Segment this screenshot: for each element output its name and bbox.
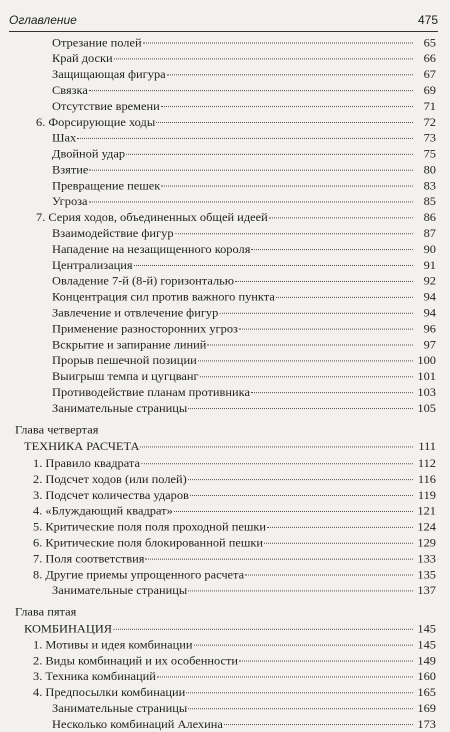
toc-page-number: 116 bbox=[417, 472, 436, 486]
toc-page-number: 100 bbox=[417, 353, 436, 367]
toc-entry-title: Прорыв пешечной позиции bbox=[52, 353, 197, 367]
toc-entry-title: Отсутствие времени bbox=[52, 99, 160, 113]
toc-page-number: 169 bbox=[417, 701, 436, 715]
toc-row bbox=[0, 147, 450, 161]
toc-entry-title: 6. Форсирующие ходы bbox=[36, 115, 156, 129]
toc-page-number: 173 bbox=[417, 717, 436, 731]
toc-page-number: 71 bbox=[423, 99, 436, 113]
toc-entry-title: Противодействие планам противника bbox=[52, 385, 250, 399]
dot-leader bbox=[200, 376, 413, 377]
toc-row bbox=[0, 584, 450, 598]
toc-row bbox=[0, 654, 450, 668]
toc-entry-title: Занимательные страницы bbox=[52, 583, 188, 597]
toc-page-number: 92 bbox=[423, 274, 436, 288]
dot-leader bbox=[113, 629, 413, 630]
toc-page-number: 94 bbox=[423, 290, 436, 304]
toc-entry-title: Двойной удар bbox=[52, 147, 126, 161]
dot-leader bbox=[188, 408, 413, 409]
dot-leader bbox=[156, 122, 413, 123]
toc-row bbox=[0, 670, 450, 684]
toc-page-number: 87 bbox=[423, 226, 436, 240]
toc-page-number: 111 bbox=[418, 439, 436, 454]
toc-page-number: 124 bbox=[417, 520, 436, 534]
chapter-label: Глава четвертая bbox=[15, 423, 99, 437]
dot-leader bbox=[77, 138, 413, 139]
toc-page-number: 96 bbox=[423, 322, 436, 336]
dot-leader bbox=[194, 645, 413, 646]
toc-page-number: 133 bbox=[417, 552, 436, 566]
toc-page-number: 69 bbox=[423, 83, 436, 97]
toc-page-number: 83 bbox=[423, 179, 436, 193]
dot-leader bbox=[89, 170, 413, 171]
dot-leader bbox=[219, 313, 413, 314]
toc-entry-title: 8. Другие приемы упрощенного расчета bbox=[33, 568, 245, 582]
toc-page-number: 105 bbox=[417, 401, 436, 415]
toc-entry-title: Вскрытие и запирание линий bbox=[52, 338, 207, 352]
dot-leader bbox=[276, 297, 413, 298]
toc-entry-title: Концентрация сил против важного пункта bbox=[52, 290, 275, 304]
toc-entry-title: Нападение на незащищенного короля bbox=[52, 242, 251, 256]
toc-entry-title: 7. Серия ходов, объединенных общей идеей bbox=[36, 210, 268, 224]
toc-entry-title: 1. Мотивы и идея комбинации bbox=[33, 638, 193, 652]
toc-page-number: 145 bbox=[417, 622, 436, 636]
dot-leader bbox=[167, 74, 413, 75]
dot-leader bbox=[269, 217, 413, 218]
toc-row bbox=[0, 163, 450, 177]
toc-page-number: 129 bbox=[417, 536, 436, 550]
dot-leader bbox=[239, 661, 413, 662]
toc-entry-title: 4. Предпосылки комбинации bbox=[33, 685, 186, 699]
toc-row bbox=[0, 686, 450, 700]
chapter-heading bbox=[0, 605, 450, 619]
toc-row bbox=[0, 290, 450, 304]
toc-entry-title: Превращение пешек bbox=[52, 179, 161, 193]
running-header bbox=[9, 13, 438, 32]
dot-leader bbox=[188, 479, 413, 480]
toc-page-number: 119 bbox=[417, 488, 436, 502]
toc-row bbox=[0, 227, 450, 241]
toc-page-number: 85 bbox=[423, 194, 436, 209]
toc-page-number: 165 bbox=[417, 685, 436, 699]
toc-row bbox=[0, 52, 450, 66]
toc-page-number: 73 bbox=[423, 131, 436, 145]
dot-leader bbox=[126, 154, 413, 155]
dot-leader bbox=[145, 559, 413, 560]
dot-leader bbox=[239, 329, 413, 330]
toc-page-number: 94 bbox=[423, 306, 436, 320]
toc-entry-title: Занимательные страницы bbox=[52, 701, 188, 715]
toc-page-number: 65 bbox=[423, 36, 436, 50]
toc-row bbox=[0, 638, 450, 652]
toc-row bbox=[0, 115, 450, 129]
toc-row bbox=[0, 259, 450, 273]
toc-entry-title: 2. Виды комбинаций и их особенности bbox=[33, 654, 239, 668]
toc-page-number: 75 bbox=[423, 147, 436, 161]
toc-page-number: 72 bbox=[423, 115, 436, 129]
toc-entry-title: Угроза bbox=[52, 194, 88, 209]
toc-entry-title: Взятие bbox=[52, 163, 89, 177]
dot-leader bbox=[267, 527, 413, 528]
toc-entry-title: Взаимодействие фигур bbox=[52, 226, 174, 240]
toc-row bbox=[0, 179, 450, 193]
toc-entry-title: 3. Подсчет количества ударов bbox=[33, 488, 189, 502]
dot-leader bbox=[134, 265, 413, 266]
dot-leader bbox=[190, 495, 413, 496]
toc-page-number: 121 bbox=[417, 504, 436, 518]
toc-entry-title: 6. Критические поля блокированной пешки bbox=[33, 536, 264, 550]
dot-leader bbox=[114, 58, 413, 59]
header-page-number: 475 bbox=[417, 13, 438, 27]
toc-entry-title: 4. «Блуждающий квадрат» bbox=[33, 504, 173, 518]
toc-page-number: 112 bbox=[417, 456, 436, 470]
dot-leader bbox=[161, 186, 413, 187]
toc-page-number: 80 bbox=[423, 163, 436, 177]
toc-entry-title: Защищающая фигура bbox=[52, 67, 166, 81]
toc-entry-title: Шах bbox=[52, 131, 77, 145]
toc-entry-title: 3. Техника комбинаций bbox=[33, 669, 156, 684]
dot-leader bbox=[174, 511, 413, 512]
toc-row bbox=[0, 386, 450, 400]
toc-row bbox=[0, 702, 450, 716]
toc-page-number: 86 bbox=[423, 210, 436, 224]
dot-leader bbox=[175, 233, 413, 234]
toc-row bbox=[0, 473, 450, 487]
dot-leader bbox=[143, 43, 413, 44]
toc-page-number: 135 bbox=[417, 568, 436, 582]
dot-leader bbox=[157, 676, 413, 677]
toc-row bbox=[0, 568, 450, 582]
toc-entry-title: ТЕХНИКА РАСЧЕТА bbox=[24, 439, 140, 454]
dot-leader bbox=[251, 392, 413, 393]
toc-page-number: 66 bbox=[423, 51, 436, 65]
toc-page-number: 91 bbox=[423, 258, 436, 272]
chapter-label: Глава пятая bbox=[15, 605, 77, 619]
dot-leader bbox=[188, 590, 413, 591]
toc-row bbox=[0, 520, 450, 534]
toc-row bbox=[0, 440, 450, 454]
toc-row bbox=[0, 504, 450, 518]
dot-leader bbox=[235, 281, 413, 282]
header-title: Оглавление bbox=[9, 13, 77, 27]
toc-page-number: 149 bbox=[417, 654, 436, 668]
toc-row bbox=[0, 84, 450, 98]
toc-row bbox=[0, 100, 450, 114]
toc-entry-title: Несколько комбинаций Алехина bbox=[52, 717, 223, 731]
toc-page-number: 145 bbox=[417, 638, 436, 652]
toc-page-number: 97 bbox=[423, 338, 436, 352]
toc-row bbox=[0, 131, 450, 145]
dot-leader bbox=[264, 543, 413, 544]
toc-entry-title: Завлечение и отвлечение фигур bbox=[52, 306, 219, 320]
dot-leader bbox=[251, 249, 413, 250]
toc-row bbox=[0, 68, 450, 82]
toc-entry-title: 2. Подсчет ходов (или полей) bbox=[33, 472, 187, 486]
toc-row bbox=[0, 195, 450, 209]
dot-leader bbox=[161, 106, 413, 107]
toc-entry-title: КОМБИНАЦИЯ bbox=[24, 622, 113, 636]
toc-entry-title: Отрезание полей bbox=[52, 36, 142, 50]
dot-leader bbox=[245, 575, 413, 576]
toc-entry-title: Край доски bbox=[52, 51, 113, 65]
toc-page-number: 67 bbox=[423, 67, 436, 81]
toc-page-number: 160 bbox=[417, 669, 436, 684]
toc-row bbox=[0, 489, 450, 503]
toc-page-number: 90 bbox=[423, 242, 436, 256]
toc-row bbox=[0, 274, 450, 288]
dot-leader bbox=[89, 201, 413, 202]
toc-entry-title: Применение разносторонних угроз bbox=[52, 322, 238, 336]
toc-row bbox=[0, 622, 450, 636]
dot-leader bbox=[140, 446, 413, 447]
toc-row bbox=[0, 36, 450, 50]
toc-row bbox=[0, 243, 450, 257]
toc-entry-title: Выигрыш темпа и цугцванг bbox=[52, 369, 199, 383]
toc-entry-title: 7. Поля соответствия bbox=[33, 552, 145, 566]
dot-leader bbox=[141, 463, 413, 464]
toc-row bbox=[0, 338, 450, 352]
chapter-heading bbox=[0, 423, 450, 437]
dot-leader bbox=[207, 345, 413, 346]
toc-row bbox=[0, 457, 450, 471]
toc-page-number: 137 bbox=[417, 583, 436, 597]
toc-row bbox=[0, 370, 450, 384]
toc-row bbox=[0, 354, 450, 368]
dot-leader bbox=[188, 708, 413, 709]
dot-leader bbox=[198, 360, 413, 361]
toc-row bbox=[0, 552, 450, 566]
toc-entry-title: 5. Критические поля поля проходной пешки bbox=[33, 520, 267, 534]
toc-page-number: 101 bbox=[417, 369, 436, 383]
toc-entry-title: Овладение 7-й (8-й) горизонталью bbox=[52, 274, 235, 288]
toc-entry-title: 1. Правило квадрата bbox=[33, 456, 140, 470]
dot-leader bbox=[89, 90, 413, 91]
toc-row bbox=[0, 211, 450, 225]
toc-row bbox=[0, 306, 450, 320]
toc-entry-title: Централизация bbox=[52, 258, 133, 272]
toc-page-number: 103 bbox=[417, 385, 436, 399]
dot-leader bbox=[186, 692, 413, 693]
toc-row bbox=[0, 402, 450, 416]
toc-row bbox=[0, 536, 450, 550]
toc-entry-title: Связка bbox=[52, 83, 88, 97]
toc-entry-title: Занимательные страницы bbox=[52, 401, 188, 415]
toc-row bbox=[0, 322, 450, 336]
